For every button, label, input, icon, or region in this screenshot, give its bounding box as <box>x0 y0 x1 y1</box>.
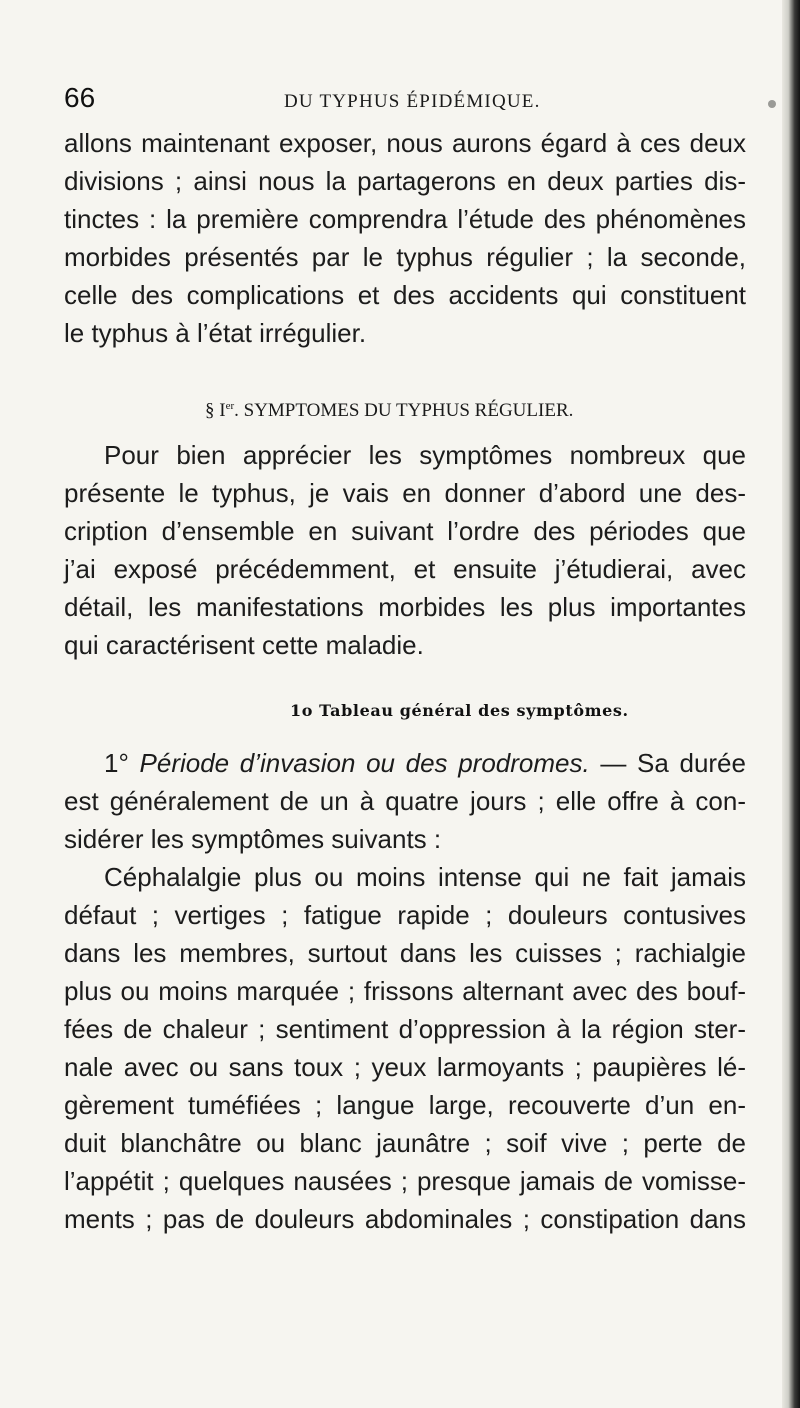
text-line: divisions ; ainsi nous la partagerons en deux parties dis- <box>64 166 746 196</box>
text-line: fées de chaleur ; sentiment d’oppression à la région ster- <box>64 1014 746 1044</box>
period-title: Période d’invasion ou des prodromes. <box>139 748 590 778</box>
text-line: Pour bien apprécier les symptômes nombreux que <box>104 440 746 470</box>
edge-mark <box>768 100 776 108</box>
period-number: 1° <box>104 748 129 778</box>
text-line: présente le typhus, je vais en donner d’abord une des- <box>64 478 746 508</box>
text-line: morbides présentés par le typhus régulier ; la seconde, <box>64 242 746 272</box>
text-line: l’appétit ; quelques nausées ; presque jamais de vomisse- <box>64 1166 746 1196</box>
text-line: défaut ; vertiges ; fatigue rapide ; douleurs contusives <box>64 900 746 930</box>
page-edge-shadow <box>782 0 800 1408</box>
period-paragraph <box>64 744 746 858</box>
text-line: ments ; pas de douleurs abdominales ; constipation dans <box>64 1204 746 1234</box>
text-line: qui caractérisent cette maladie. <box>64 630 424 660</box>
text-line: Céphalalgie plus ou moins intense qui ne fait jamais <box>104 862 746 892</box>
text-line: duit blanchâtre ou blanc jaunâtre ; soif vive ; perte de <box>64 1128 746 1158</box>
running-head <box>64 78 754 118</box>
running-head-title: DU TYPHUS ÉPIDÉMIQUE. <box>284 91 541 112</box>
intro-paragraph <box>64 124 746 352</box>
sub-heading: 1o Tableau général des symptômes. <box>290 701 629 720</box>
text-line: allons maintenant exposer, nous aurons égard à ces deux <box>64 128 746 158</box>
text-line: gèrement tuméfiées ; langue large, recouverte d’un en- <box>64 1090 746 1120</box>
text-line: le typhus à l’état irrégulier. <box>64 318 367 348</box>
text-line: cription d’ensemble en suivant l’ordre des périodes que <box>64 516 746 546</box>
text-line: plus ou moins marquée ; frissons alternant avec des bouf- <box>64 976 746 1006</box>
section-heading-text: . SYMPTOMES DU TYPHUS RÉGULIER. <box>234 400 574 421</box>
text-line: détail, les manifestations morbides les plus importantes <box>64 592 746 622</box>
text-line: celle des complications et des accidents qui constituent <box>64 280 746 310</box>
text-line: sidérer les symptômes suivants : <box>64 824 442 854</box>
text-line: nale avec ou sans toux ; yeux larmoyants ; paupières lé- <box>64 1052 746 1082</box>
text-line: tinctes : la première comprendra l’étude des phénomènes <box>64 204 746 234</box>
period-title-line <box>64 744 746 782</box>
section-heading-prefix: § I <box>205 400 226 421</box>
symptoms-paragraph <box>64 858 746 1238</box>
period-title-rest: — Sa durée <box>589 748 746 778</box>
section-paragraph <box>64 436 746 664</box>
text-line: j’ai exposé précédemment, et ensuite j’étudierai, avec <box>64 554 746 584</box>
section-heading <box>205 391 573 426</box>
section-heading-superscript: er <box>225 400 235 412</box>
text-line: est généralement de un à quatre jours ; elle offre à con- <box>64 786 746 816</box>
page-number: 66 <box>64 82 96 113</box>
text-line: dans les membres, surtout dans les cuisses ; rachialgie <box>64 938 746 968</box>
